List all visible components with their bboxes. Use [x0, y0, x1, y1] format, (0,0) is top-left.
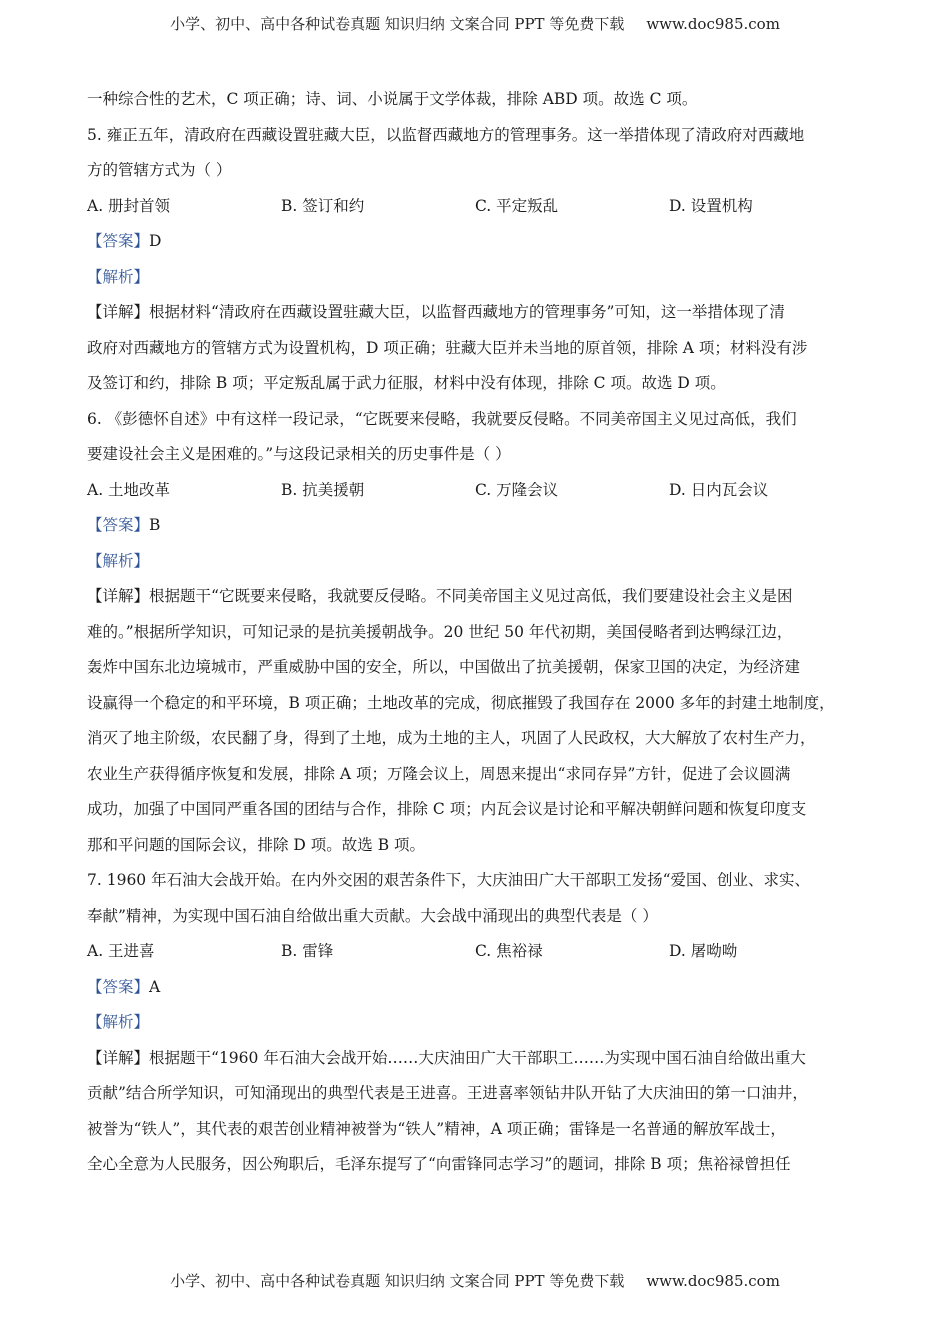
q6-option-c: C. 万隆会议: [475, 480, 559, 499]
q7-answer: [87, 970, 877, 1006]
q6-detail-line-4: 设赢得一个稳定的和平环境，B 项正确；土地改革的完成，彻底摧毁了我国存在 2000 多年的封建土地制度，: [87, 693, 835, 712]
footer-text: 小学、初中、高中各种试卷真题 知识归纳 文案合同 PPT 等免费下载: [170, 1272, 625, 1290]
question-5: [87, 118, 877, 402]
q7-detail-line-1: [87, 1041, 877, 1077]
analysis-tag: 【解析】: [87, 551, 150, 570]
q6-detail-line-5: 消灭了地主阶级，农民翻了身，得到了土地，成为土地的主人，巩固了人民政权，大大解放了农村生产力，: [87, 729, 816, 747]
q7-detail-line-3: 被誉为“铁人”，其代表的艰苦创业精神被誉为“铁人”精神，A 项正确；雷锋是一名普通的解放军战士，: [87, 1119, 786, 1138]
q5-option-c: C. 平定叛乱: [475, 196, 559, 215]
q6-detail-text-1: 根据题干“它既要来侵略，我就要反侵略。不同美帝国主义见过高低，我们要建设社会主义是困: [149, 587, 793, 605]
answer-tag: 【答案】: [87, 977, 150, 996]
q6-options: [87, 473, 877, 509]
page-footer: [0, 1270, 950, 1291]
q6-detail-line-1: [87, 579, 877, 615]
q6-option-a: A. 土地改革: [87, 480, 171, 499]
q6-stem-line-1: 6. 《彭德怀自述》中有这样一段记录，“它既要来侵略，我就要反侵略。不同美帝国主义见过高低，我们: [87, 409, 797, 428]
q6-detail-line-3: 轰炸中国东北边境城市，严重威胁中国的安全，所以，中国做出了抗美援朝，保家卫国的决定，为经济建: [87, 658, 801, 676]
q7-detail-line-4: 全心全意为人民服务，因公殉职后，毛泽东提写了“向雷锋同志学习”的题词，排除 B 项；焦裕禄曾担任: [87, 1155, 791, 1173]
q5-detail-line-3: 及签订和约，排除 B 项；平定叛乱属于武力征服，材料中没有体现，排除 C 项。故选 D 项。: [87, 374, 726, 392]
q7-option-d: D. 屠呦呦: [669, 942, 738, 960]
q5-option-b: B. 签订和约: [281, 196, 365, 215]
footer-url[interactable]: www.doc985.com: [646, 1272, 780, 1290]
q7-detail-line-2: 贡献”结合所学知识，可知涌现出的典型代表是王进喜。王进喜率领钻井队开钻了大庆油田的第一口油井，: [87, 1084, 808, 1102]
q5-analysis: [87, 260, 877, 296]
q7-analysis: [87, 1005, 877, 1041]
q5-option-d: D. 设置机构: [669, 196, 753, 215]
q6-detail-line-6: 农业生产获得循序恢复和发展，排除 A 项；万隆会议上，周恩来提出“求同存异”方针，促进了会议圆满: [87, 764, 791, 783]
q6-option-d: D. 日内瓦会议: [669, 480, 769, 499]
analysis-tag: 【解析】: [87, 1013, 150, 1031]
q7-option-a: A. 王进喜: [87, 942, 155, 960]
document-body: [87, 82, 877, 1183]
q6-detail-line-8: 那和平问题的国际会议，排除 D 项。故选 B 项。: [87, 835, 426, 854]
q7-stem-line-2: 奉献”精神，为实现中国石油自给做出重大贡献。大会战中涌现出的典型代表是（ ）: [87, 906, 658, 925]
detail-tag: 【详解】: [87, 303, 150, 321]
q6-detail-line-2: 难的。”根据所学知识，可知记录的是抗美援朝战争。20 世纪 50 年代初期，美国侵略者到达鸭绿江边，: [87, 622, 793, 641]
q6-answer: [87, 508, 877, 544]
question-7: [87, 863, 877, 1183]
q5-options: [87, 189, 877, 225]
q5-answer: [87, 224, 877, 260]
q7-detail-text-1: 根据题干“1960 年石油大会战开始……大庆油田广大干部职工……为实现中国石油自给做出重大: [149, 1048, 806, 1067]
header-url[interactable]: www.doc985.com: [646, 15, 780, 33]
q5-option-a: A. 册封首领: [87, 196, 171, 215]
q6-stem-line-2: 要建设社会主义是困难的。”与这段记录相关的历史事件是（ ）: [87, 445, 511, 463]
q7-answer-value: A: [149, 977, 161, 996]
q6-analysis: [87, 544, 877, 580]
q7-option-c: C. 焦裕禄: [475, 942, 543, 960]
q7-option-b: B. 雷锋: [281, 942, 334, 960]
q5-stem-line-2: 方的管辖方式为（ ）: [87, 161, 232, 179]
q6-detail-line-7: 成功，加强了中国同严重各国的团结与合作，排除 C 项；内瓦会议是讨论和平解决朝鲜问题和恢复印度支: [87, 800, 807, 818]
q6-option-b: B. 抗美援朝: [281, 480, 365, 499]
question-6: [87, 402, 877, 864]
intro-line: 一种综合性的艺术，C 项正确；诗、词、小说属于文学体裁，排除 ABD 项。故选 C 项。: [87, 90, 698, 108]
q7-stem-line-1: 7. 1960 年石油大会战开始。在内外交困的艰苦条件下，大庆油田广大干部职工发扬“爱国、创业、求实、: [87, 871, 811, 889]
answer-tag: 【答案】: [87, 232, 150, 250]
page-header: [0, 13, 950, 34]
answer-tag: 【答案】: [87, 516, 150, 534]
q5-detail-text-1: 根据材料“清政府在西藏设置驻藏大臣，以监督西藏地方的管理事务”可知，这一举措体现了清: [149, 303, 785, 321]
q6-answer-value: B: [149, 516, 161, 534]
q7-options: [87, 934, 877, 970]
q5-detail-line-2: 政府对西藏地方的管辖方式为设置机构，D 项正确；驻藏大臣并未当地的原首领，排除 A 项；材料没有涉: [87, 338, 808, 357]
q5-stem-line-1: 5. 雍正五年，清政府在西藏设置驻藏大臣，以监督西藏地方的管理事务。这一举措体现了清政府对西藏地: [87, 125, 805, 144]
detail-tag: 【详解】: [87, 1048, 150, 1067]
q5-detail-line-1: [87, 295, 877, 331]
header-text: 小学、初中、高中各种试卷真题 知识归纳 文案合同 PPT 等免费下载: [170, 15, 625, 33]
q5-answer-value: D: [149, 232, 162, 250]
analysis-tag: 【解析】: [87, 267, 150, 286]
detail-tag: 【详解】: [87, 587, 150, 605]
